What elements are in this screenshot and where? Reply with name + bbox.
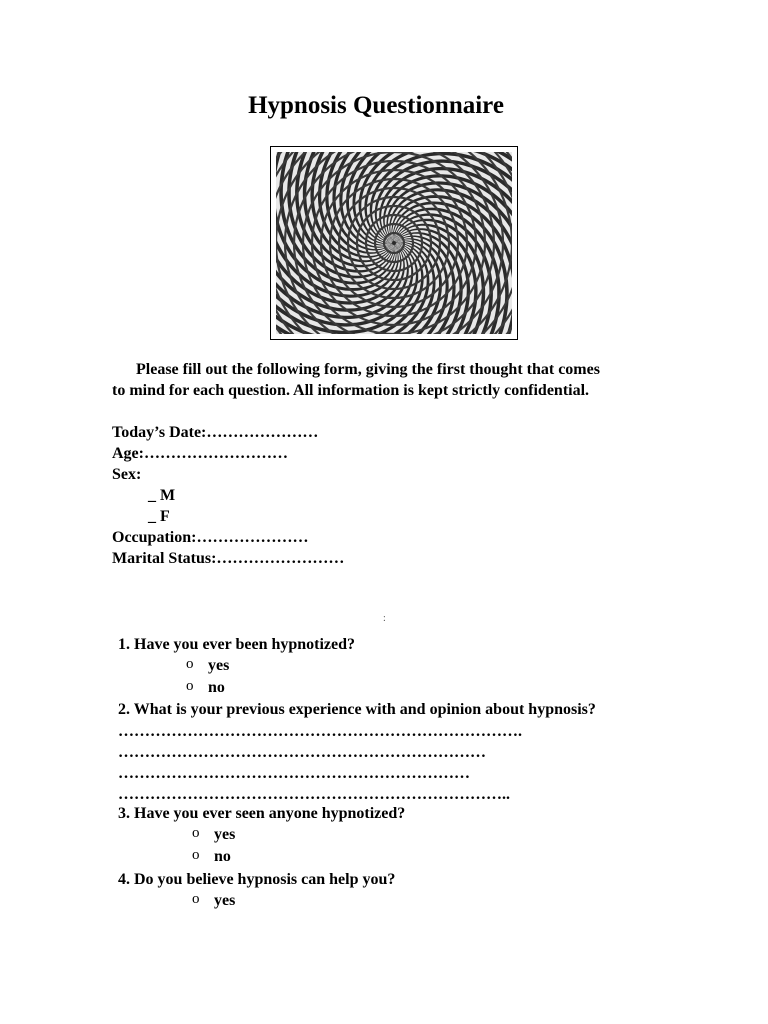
hypnotic-spiral-image	[270, 146, 518, 340]
occupation-field[interactable]: Occupation:…………………	[112, 529, 309, 546]
q1-option-yes[interactable]: yes	[208, 657, 230, 674]
spiral-pattern	[276, 152, 512, 334]
age-field[interactable]: Age:………………………	[112, 445, 288, 462]
question-3: 3. Have you ever seen anyone hypnotized?	[118, 805, 406, 822]
sex-label: Sex:	[112, 466, 142, 483]
radio-bullet[interactable]: o	[192, 825, 200, 841]
radio-bullet[interactable]: o	[192, 847, 200, 863]
q3-option-no[interactable]: no	[214, 848, 231, 865]
q1-option-no[interactable]: no	[208, 679, 225, 696]
date-field[interactable]: Today’s Date:…………………	[112, 424, 319, 441]
answer-line-4[interactable]: ………………………………………………………………..	[118, 786, 510, 803]
intro-line-2: to mind for each question. All information is kept strictly confidential.	[112, 382, 590, 399]
radio-bullet[interactable]: o	[192, 891, 200, 907]
sex-option-female[interactable]: _ F	[148, 508, 170, 525]
answer-line-2[interactable]: ……………………………………………………………	[118, 744, 486, 761]
question-2: 2. What is your previous experience with and opinion about hypnosis?	[118, 701, 596, 718]
radio-bullet[interactable]: o	[186, 656, 194, 672]
sex-option-male[interactable]: _ M	[148, 487, 176, 504]
page-title: Hypnosis Questionnaire	[248, 92, 504, 119]
question-1: 1. Have you ever been hypnotized?	[118, 636, 356, 653]
radio-bullet[interactable]: o	[186, 678, 194, 694]
question-4: 4. Do you believe hypnosis can help you?	[118, 871, 396, 888]
marital-status-field[interactable]: Marital Status:……………………	[112, 550, 345, 567]
answer-line-3[interactable]: …………………………………………………………	[118, 765, 470, 782]
intro-line-1: Please fill out the following form, giving the first thought that comes	[136, 361, 600, 378]
answer-line-1[interactable]: ………………………………………………………………….	[118, 723, 522, 740]
q3-option-yes[interactable]: yes	[214, 826, 236, 843]
q4-option-yes[interactable]: yes	[214, 892, 236, 909]
stray-mark: :	[383, 613, 386, 624]
